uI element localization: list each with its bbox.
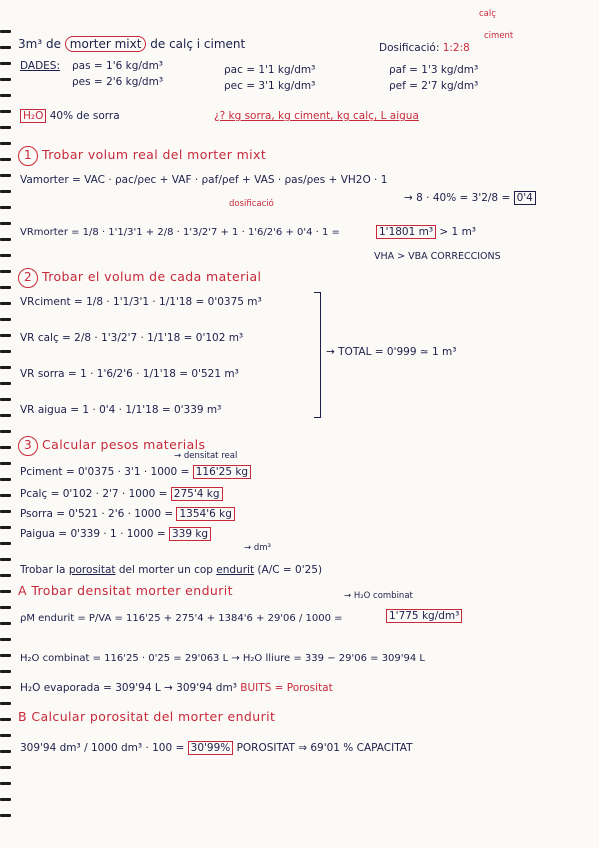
- h2o-box: H₂O: [20, 109, 46, 123]
- sa-result-box: 1'775 kg/dm³: [386, 609, 462, 623]
- s1-result: [376, 226, 476, 239]
- title-qty: 3m³: [18, 37, 43, 51]
- question-line: ¿? kg sorra, kg ciment, kg calç, L aigua: [214, 110, 419, 122]
- section-b-heading: [18, 710, 275, 723]
- s4-intro-b: del morter un cop: [118, 564, 213, 576]
- s3-dm3-annot: → dm³: [244, 543, 271, 553]
- s1-result-tail: > 1 m³: [439, 226, 477, 238]
- h2o-line: [20, 110, 120, 123]
- section-a-title: Trobar densitat morter endurit: [31, 583, 233, 598]
- s4-intro-c: (A/C = 0'25): [257, 564, 323, 576]
- section-2-heading: [18, 268, 261, 288]
- section-1-title: Trobar volum real del morter mixt: [42, 147, 267, 162]
- s4-intro-endurit: endurit: [216, 564, 255, 576]
- title-circled-word: morter mixt: [65, 36, 147, 52]
- s3-p-calc-eq: Pcalç = 0'102 · 2'7 · 1000 =: [20, 488, 168, 500]
- h2o-combinat-annot: → H₂O combinat: [344, 591, 413, 601]
- dades-rec: ρec = 3'1 kg/dm³: [224, 80, 316, 92]
- buits-porositat: BUITS = Porositat: [240, 682, 333, 694]
- s3-p-ciment-box: 116'25 kg: [193, 465, 251, 479]
- s2-bracket: [314, 292, 321, 418]
- annot-calc: calç: [479, 9, 496, 19]
- section-2-title: Trobar el volum de cada material: [42, 269, 262, 284]
- s1-result-box: 1'1801 m³: [376, 225, 436, 239]
- s1-dosificacio-annot: dosificació: [229, 199, 274, 209]
- dades-ras: ρas = 1'6 kg/dm³: [72, 60, 164, 72]
- title-rest: de calç i ciment: [150, 37, 246, 51]
- sb-equation-text: 309'94 dm³ / 1000 dm³ · 100 =: [20, 742, 185, 754]
- s3-densitat-annot: → densitat real: [174, 451, 238, 461]
- sb-result-tail: POROSITAT ⇒ 69'01 % CAPACITAT: [236, 742, 413, 754]
- problem-title: [18, 38, 245, 51]
- section-3-number: 3: [18, 436, 38, 456]
- section-1-heading: [18, 146, 266, 166]
- dades-res: ρes = 2'6 kg/dm³: [72, 76, 164, 88]
- sb-equation: [20, 742, 413, 755]
- s2-vr-aigua: VR aigua = 1 · 0'4 · 1/1'18 = 0'339 m³: [20, 404, 222, 416]
- h2o-evaporada-text: H₂O evaporada = 309'94 L → 309'94 dm³: [20, 682, 237, 694]
- s4-intro-porositat: porositat: [68, 564, 116, 576]
- s3-p-sorra-box: 1354'6 kg: [176, 507, 234, 521]
- s1-corrections: VHA > VBA CORRECCIONS: [374, 251, 501, 262]
- s3-p-aigua-eq: Paigua = 0'339 · 1 · 1000 =: [20, 528, 166, 540]
- s1-side-box: 0'4: [514, 191, 536, 205]
- s1-equation-1: Vamorter = VAC · ρac/ρec + VAF · ρaf/ρef + VAS · ρas/ρes + VH2O · 1: [20, 174, 388, 186]
- s3-p-ciment: [20, 466, 251, 479]
- dosificacio-value: 1:2:8: [442, 42, 470, 54]
- h2o-evaporada-line: [20, 682, 333, 695]
- h2o-combinat-line: H₂O combinat = 116'25 · 0'25 = 29'063 L → H₂O lliure = 339 − 29'06 = 309'94 L: [20, 653, 425, 664]
- s4-intro-a: Trobar la: [20, 564, 66, 576]
- dades-ref: ρef = 2'7 kg/dm³: [389, 80, 479, 92]
- s3-p-calc: [20, 488, 223, 501]
- s3-p-calc-box: 275'4 kg: [171, 487, 223, 501]
- dosificacio-label: Dosificació:: [379, 42, 443, 54]
- s2-vr-sorra: VR sorra = 1 · 1'6/2'6 · 1/1'18 = 0'521 m³: [20, 368, 239, 380]
- sa-equation: ρM endurit = P/VA = 116'25 + 275'4 + 1384'6 + 29'06 / 1000 =: [20, 613, 343, 624]
- s3-p-sorra-eq: Psorra = 0'521 · 2'6 · 1000 =: [20, 508, 174, 520]
- s3-p-ciment-eq: Pciment = 0'0375 · 3'1 · 1000 =: [20, 466, 190, 478]
- dades-raf: ρaf = 1'3 kg/dm³: [389, 64, 479, 76]
- s2-total: → TOTAL = 0'999 ≃ 1 m³: [326, 346, 457, 358]
- dosificacio: [379, 42, 470, 55]
- annot-ciment: ciment: [484, 31, 514, 41]
- section-b-letter: B: [18, 709, 27, 724]
- section-3-title: Calcular pesos materials: [42, 437, 206, 452]
- s2-vr-calc: VR calç = 2/8 · 1'3/2'7 · 1/1'18 = 0'102 m³: [20, 332, 244, 344]
- section-2-number: 2: [18, 268, 38, 288]
- sa-result: [386, 610, 462, 623]
- section-b-title: Calcular porositat del morter endurit: [31, 709, 276, 724]
- s3-p-sorra: [20, 508, 235, 521]
- h2o-text: 40% de sorra: [49, 110, 120, 122]
- sb-result-box: 30'99%: [188, 741, 234, 755]
- dades-label: DADES:: [20, 60, 61, 72]
- notebook-page: [14, 0, 599, 848]
- s1-side-calc: [404, 192, 536, 205]
- title-de: de: [45, 37, 61, 51]
- s2-vr-ciment: VRciment = 1/8 · 1'1/3'1 · 1/1'18 = 0'0375 m³: [20, 296, 262, 308]
- s4-intro: [20, 564, 322, 577]
- section-a-letter: A: [18, 583, 27, 598]
- section-a-heading: [18, 584, 233, 597]
- notebook-spiral-binding: [0, 0, 14, 848]
- dades-rac: ρac = 1'1 kg/dm³: [224, 64, 316, 76]
- section-1-number: 1: [18, 146, 38, 166]
- s1-equation-2: VRmorter = 1/8 · 1'1/3'1 + 2/8 · 1'3/2'7 + 1 · 1'6/2'6 + 0'4 · 1 =: [20, 227, 340, 238]
- s3-p-aigua-box: 339 kg: [169, 527, 211, 541]
- s3-p-aigua: [20, 528, 211, 541]
- s1-side-text: → 8 · 40% = 3'2/8 =: [404, 192, 511, 204]
